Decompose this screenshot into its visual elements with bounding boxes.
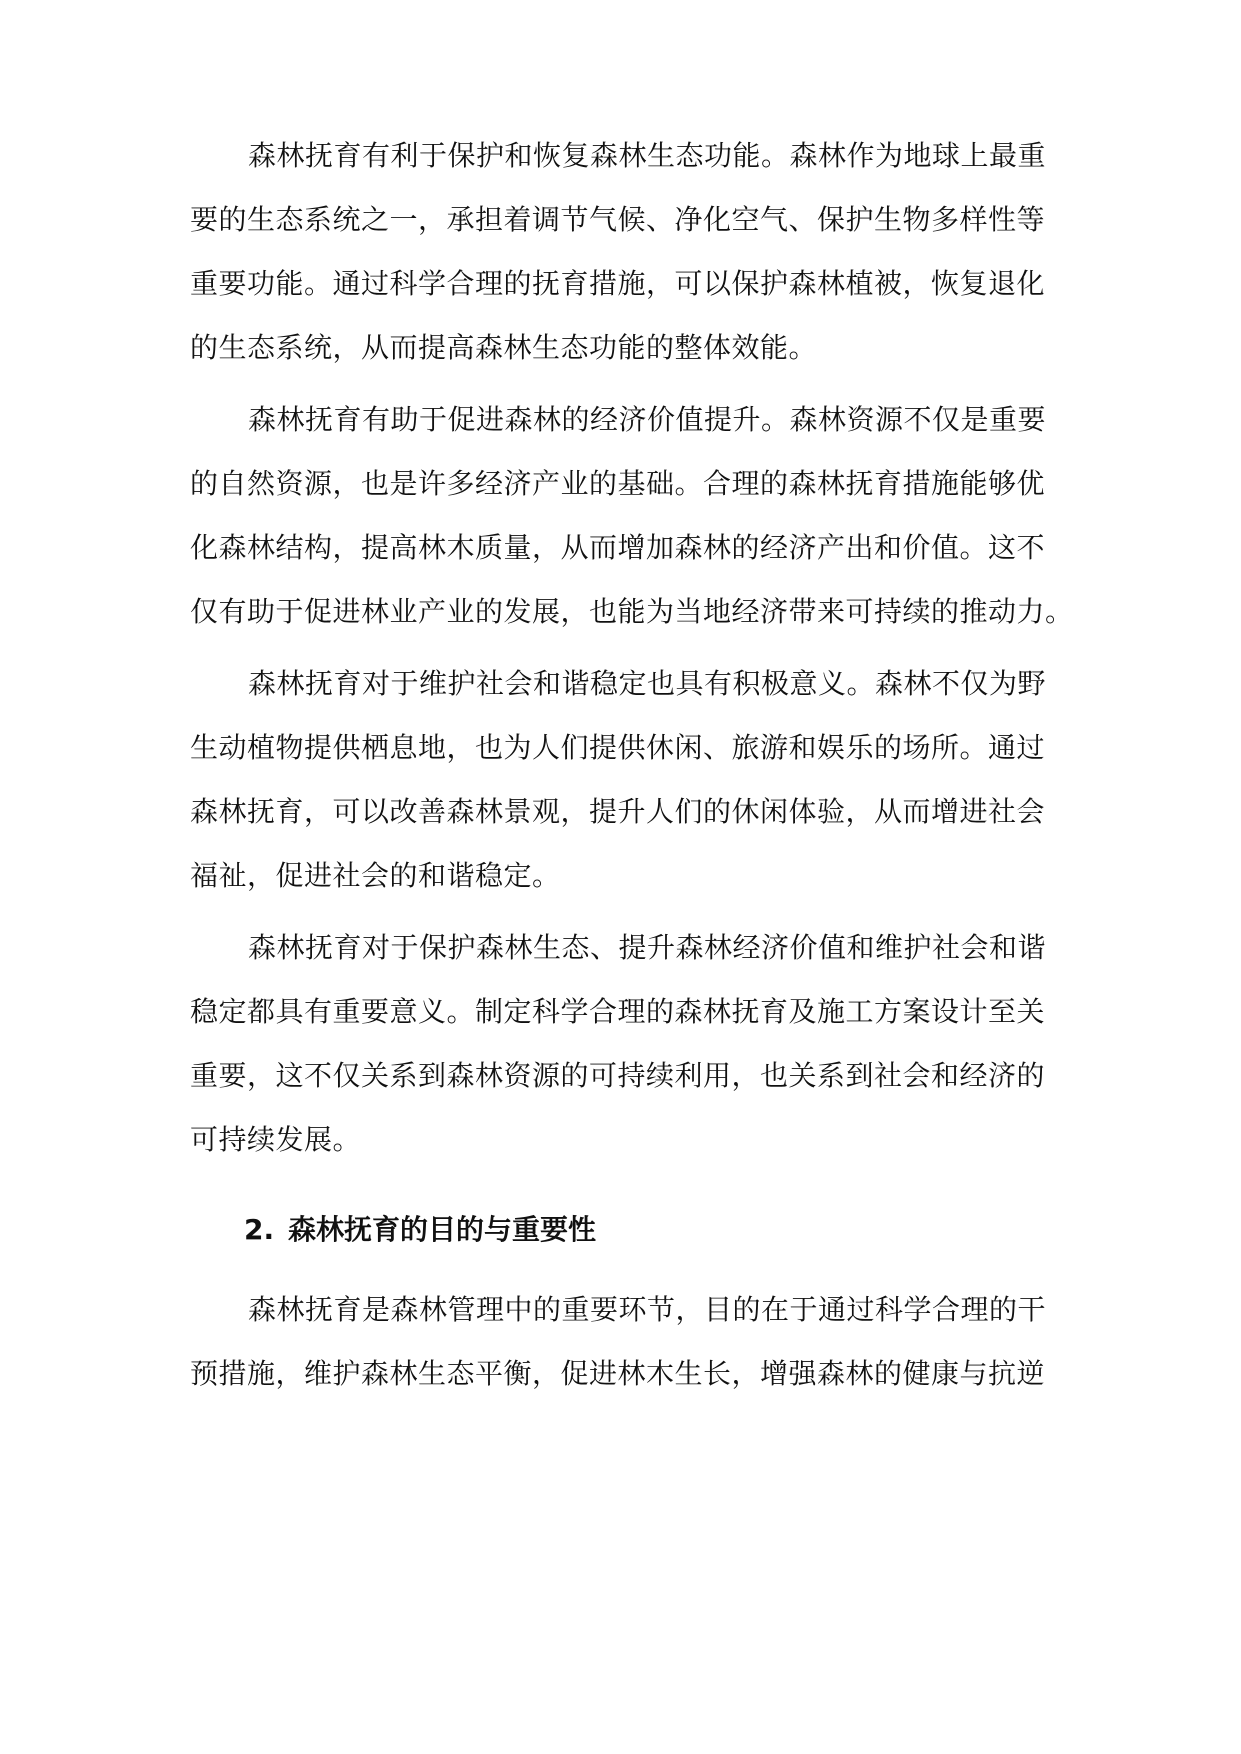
paragraph-3-line-4: 福祉，促进社会的和谐稳定。 xyxy=(190,859,561,892)
paragraph-5-line-1: 森林抚育是森林管理中的重要环节，目的在于通过科学合理的干 xyxy=(248,1293,1047,1326)
paragraph-1-line-1: 森林抚育有利于保护和恢复森林生态功能。森林作为地球上最重 xyxy=(248,139,1047,172)
paragraph-4-line-2: 稳定都具有重要意义。制定科学合理的森林抚育及施工方案设计至关 xyxy=(190,995,1046,1028)
paragraph-3-line-1: 森林抚育对于维护社会和谐稳定也具有积极意义。森林不仅为野 xyxy=(248,667,1047,700)
paragraph-2-line-4: 仅有助于促进林业产业的发展，也能为当地经济带来可持续的推动力。 xyxy=(190,595,1074,628)
paragraph-4-line-3: 重要，这不仅关系到森林资源的可持续利用，也关系到社会和经济的 xyxy=(190,1059,1046,1092)
paragraph-5-line-2: 预措施，维护森林生态平衡，促进林木生长，增强森林的健康与抗逆 xyxy=(190,1357,1046,1390)
paragraph-1-line-3: 重要功能。通过科学合理的抚育措施，可以保护森林植被，恢复退化 xyxy=(190,267,1046,300)
section-heading xyxy=(244,1210,596,1250)
section-title: 森林抚育的目的与重要性 xyxy=(288,1213,597,1246)
paragraph-2-line-3: 化森林结构，提高林木质量，从而增加森林的经济产出和价值。这不 xyxy=(190,531,1046,564)
paragraph-4-line-4: 可持续发展。 xyxy=(190,1123,362,1156)
paragraph-1-line-2: 要的生态系统之一，承担着调节气候、净化空气、保护生物多样性等 xyxy=(190,203,1046,236)
paragraph-4-line-1: 森林抚育对于保护森林生态、提升森林经济价值和维护社会和谐 xyxy=(248,931,1047,964)
paragraph-2-line-1: 森林抚育有助于促进森林的经济价值提升。森林资源不仅是重要 xyxy=(248,403,1047,436)
paragraph-2-line-2: 的自然资源，也是许多经济产业的基础。合理的森林抚育措施能够优 xyxy=(190,467,1046,500)
section-number: 2. xyxy=(244,1213,275,1246)
paragraph-1-line-4: 的生态系统，从而提高森林生态功能的整体效能。 xyxy=(190,331,818,364)
paragraph-3-line-2: 生动植物提供栖息地，也为人们提供休闲、旅游和娱乐的场所。通过 xyxy=(190,731,1046,764)
paragraph-3-line-3: 森林抚育，可以改善森林景观，提升人们的休闲体验，从而增进社会 xyxy=(190,795,1046,828)
